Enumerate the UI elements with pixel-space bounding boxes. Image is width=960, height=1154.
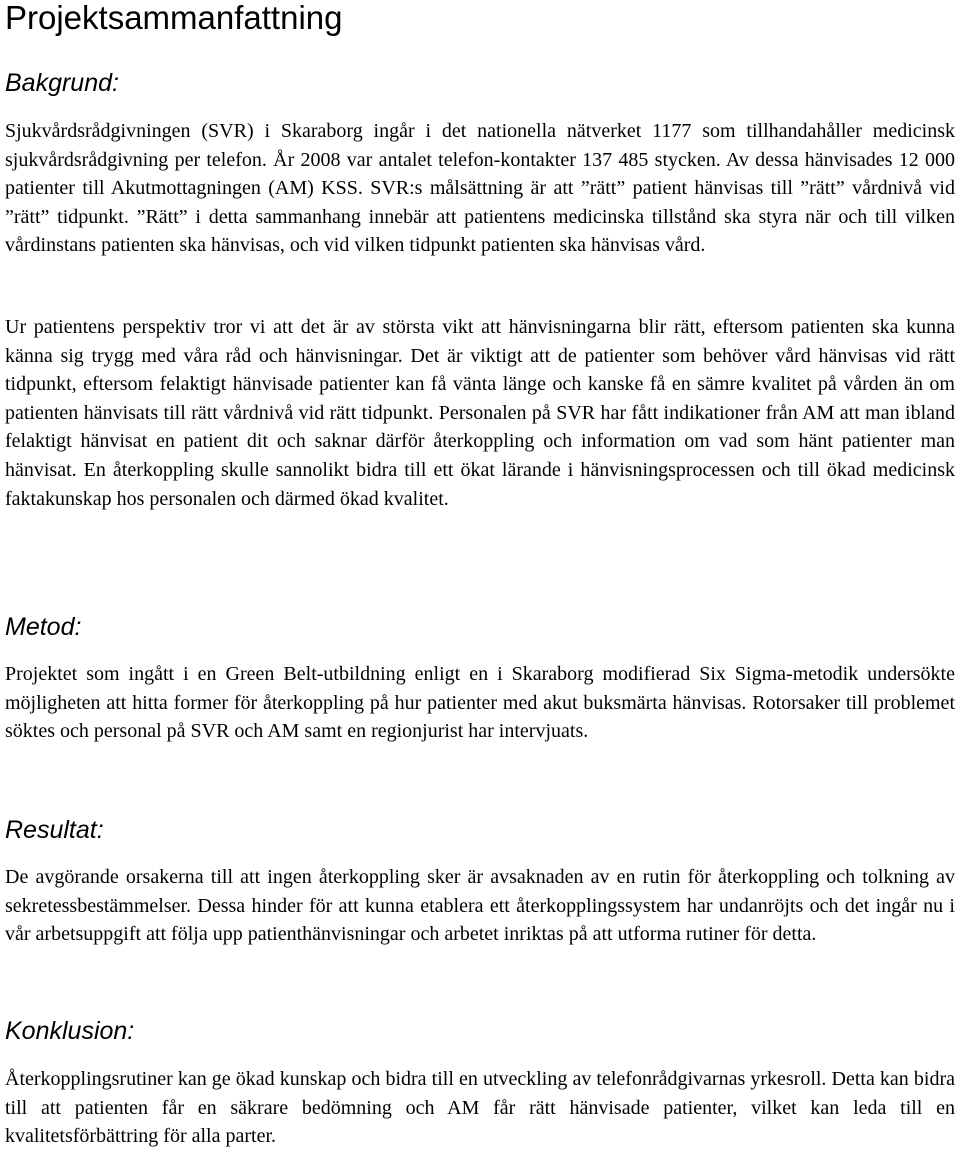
section-heading-konklusion: Konklusion: (5, 1017, 135, 1045)
resultat-paragraph-1: De avgörande orsakerna till att ingen återkoppling sker är avsaknaden av en rutin för återkoppling och tolkning av sekretessbestämmelser. Dessa hinder för att kunna etablera ett återkopplingssystem har undanröjts och det ingår nu i vår arbetsuppgift att följa upp patienthänvisningar och arbetet inriktas på att utforma rutiner för detta. (5, 866, 955, 946)
section-heading-resultat: Resultat: (5, 816, 104, 844)
document-title: Projektsammanfattning (5, 0, 343, 36)
section-heading-bakgrund: Bakgrund: (5, 69, 119, 97)
bakgrund-paragraph-2: Ur patientens perspektiv tror vi att det är av största vikt att hänvisningarna blir rätt, eftersom patienten ska kunna känna sig trygg med våra råd och hänvisningar. Det är viktigt att de patienter som behöver vård hänvisas vid rätt tidpunkt, eftersom felaktigt hänvisade patienter kan få vänta länge och kanske få en sämre kvalitet på vården än om patienten hänvisats till rätt vårdnivå vid rätt tidpunkt. Personalen på SVR har fått indikationer från AM att man ibland felaktigt hänvisat en patient dit och saknar därför återkoppling och information om vad som hänt patienter man hänvisat. En återkoppling skulle sannolikt bidra till ett ökat lärande i hänvisningsprocessen och till ökad medicinsk faktakunskap hos personalen och därmed ökad kvalitet. (5, 316, 955, 510)
bakgrund-paragraph-1: Sjukvårdsrådgivningen (SVR) i Skaraborg ingår i det nationella nätverket 1177 som tillhandahåller medicinsk sjukvårdsrådgivning per telefon. År 2008 var antalet telefon-kontakter 137 485 stycken. Av dessa hänvisades 12 000 patienter till Akutmottagningen (AM) KSS. SVR:s målsättning är att ”rätt” patient hänvisas till ”rätt” vårdnivå vid ”rätt” tidpunkt. ”Rätt” i detta sammanhang innebär att patientens medicinska tillstånd ska styra när och till vilken vårdinstans patienten ska hänvisas, och vid vilken tidpunkt patienten ska hänvisas vård. (5, 120, 955, 257)
section-heading-metod: Metod: (5, 613, 82, 641)
metod-paragraph-1: Projektet som ingått i en Green Belt-utbildning enligt en i Skaraborg modifierad Six Sigma-metodik undersökte möjligheten att hitta former för återkoppling på hur patienter med akut buksmärta hänvisas. Rotorsaker till problemet söktes och personal på SVR och AM samt en regionjurist har intervjuats. (5, 663, 955, 743)
konklusion-paragraph-1: Återkopplingsrutiner kan ge ökad kunskap och bidra till en utveckling av telefonrådgivarnas yrkesroll. Detta kan bidra till att patienten får en säkrare bedömning och AM får rätt hänvisade patienter, vilket kan leda till en kvalitetsförbättring för alla parter. (5, 1068, 955, 1148)
